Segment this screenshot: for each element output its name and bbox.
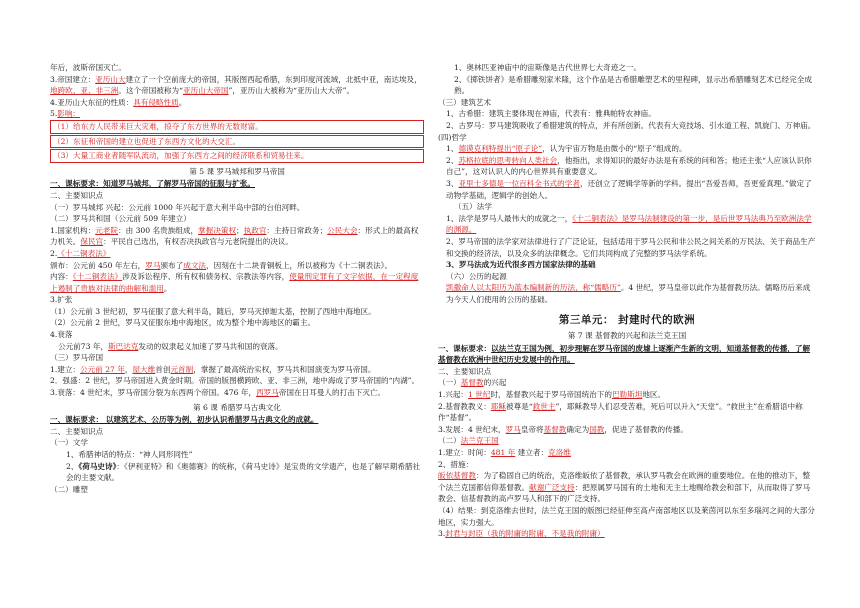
highlight-box: （3）大量工商业者随军队流动，加强了东西方之间的经济联系和贸易往来。 [50, 149, 424, 163]
text-line: 1.建立：时间：481 年 建立者：克洛维 [438, 448, 571, 457]
text-line: 1、希腊神话的特点：“神人同形同性” [66, 450, 193, 459]
text-line: 公元前73 年，斯巴达克发动的奴隶起义加速了罗马共和国的衰落。 [58, 341, 283, 351]
text-line: 2、《掷铁饼者》是希腊雕刻家米隆，这个作品是古希腊雕塑艺术的里程碑，显示出希腊雕刻艺术已经完全成熟。 [454, 74, 812, 96]
text-line: 2、罗马帝国的法学家对法律进行了广泛论证，包括适用于罗马公民和非公民之间关系的万民法、关于商品生产和交换的经济法，以及众多的法律概念。它们共同构成了完整的罗马法学系统。 [446, 236, 816, 258]
text-line: 凯撒命人以太阳历为蓝本编制新的历法，称“儒略历”。4 世纪，罗马皇帝以此作为基督教历法。儒略历后来成为今天人们使用的公历的基础。 [446, 283, 811, 304]
text-line: 3.帝国建立：亚历山大建立了一个空前庞大的帝国，其版图西起希腊，东到印度河流域，北抵中亚，南达埃及，地跨欧、亚、非三洲。这个帝国被称为“亚历山大帝国”，亚历山大被称为“亚历山大大帝”。 [50, 74, 422, 96]
text-line: 4.衰落 [50, 330, 73, 340]
text-line: 1、奥林匹亚神庙中的宙斯像是古代世界七大奇迹之一。 [454, 63, 642, 72]
text-line: 1.建立：公元前 27 年，屋大维首创元首制，掌握了最高统治实权，罗马共和国演变为罗马帝国。 [50, 364, 376, 374]
text-line: 1、古希腊：建筑主要体现在神庙，代表有：雅典帕特农神庙。 [446, 109, 656, 119]
lesson-title: 第 5 课 罗马城邦和罗马帝国 [189, 166, 285, 176]
text-line: （二）罗马共和国（公元前 509 年建立） [50, 214, 191, 224]
text-line: （一）罗马城邦 兴起：公元前 1000 年兴起于意大利半岛中部的台伯河畔。 [50, 202, 305, 212]
highlight-box: （2）东征和帝国的建立也促进了东西方文化的大交汇。 [50, 135, 424, 149]
text-line: 1、法学是罗马人最伟大的成就之一，《十二铜表法》是罗马法制建设的第一步，是后世罗马法典乃至欧洲法学的渊源。 [446, 213, 812, 235]
text-line: 2、措施： [438, 459, 474, 469]
text-line: 2、古罗马：罗马建筑吸收了希腊建筑的特点，并有所创新。代表有大竞技场、引水道工程、凯旋门、万神庙。 [446, 120, 816, 130]
text-line: 4.亚历山大东征的性质：具有侵略性质。 [50, 97, 187, 107]
text-line: 3.封君与封臣（我的附庸的附庸，不是我的附庸） [438, 529, 605, 539]
curriculum-requirement: 一、课标要求：知道罗马城邦，了解罗马帝国的征服与扩张。 [50, 179, 256, 189]
text-line: （六）公历的起源 [446, 271, 507, 281]
lesson-title: 第 7 课 基督教的兴起和法兰克王国 [567, 331, 687, 341]
text-line: 1.兴起：1 世纪时，基督教兴起于罗马帝国统治下的巴勒斯坦地区。 [438, 390, 666, 400]
text-line: （4）结果：到克洛维去世时，法兰克王国的版图已经征伸至高卢南部地区以及莱茵河以东至多瑙河之间的大部分地区，实力强大。 [438, 505, 815, 527]
text-line: 颁布：公元前 450 年左右，罗马颁布了成文法，因刻在十二块青铜板上，所以被称为《十二铜表法》。 [50, 260, 393, 270]
lesson-title: 第 6 课 希腊罗马古典文化 [192, 402, 281, 412]
text-line: 3.衰落：4 世纪末，罗马帝国分裂为东西两个帝国。476 年，西罗马帝国在日耳曼人的打击下灭亡。 [50, 388, 386, 398]
text-line: 3.发展：4 世纪末，罗马皇帝将基督教确定为国教，促进了基督教的传播。 [438, 424, 688, 434]
text-line: （五）法学 [454, 202, 492, 212]
text-line: 3、罗马法成为近代很多西方国家法律的基础 [446, 260, 596, 270]
text-line: 2.《十二铜表法》 [50, 248, 111, 258]
text-line: （一）文学 [50, 438, 88, 448]
text-line: 年后，波斯帝国灭亡。 [50, 63, 126, 72]
text-line: 5.影响： [50, 109, 81, 119]
text-line: （二）雕塑 [50, 484, 88, 494]
curriculum-requirement: 一、课标要求：以法兰克王国为例，初步理解在罗马帝国的废墟上逐渐产生新的文明，知道基督教的传播，了解基督教在欧洲中世纪历史发展中的作用。 [438, 343, 811, 365]
curriculum-requirement: 一、课标要求： 以建筑艺术、公历等为例，初步认识希腊罗马古典文化的成就。 [50, 415, 319, 425]
text-line: （1）公元前 3 世纪初，罗马征服了意大利半岛，随后，罗马灭掉迦太基，控制了西地中海地区。 [50, 306, 376, 316]
text-line: 1、德谟克利特提出“原子论”，认为宇宙万物是由微小的“原子”组成的。 [446, 144, 687, 154]
text-line: 内容：《十二铜表法》涉及诉讼程序、所有权和债务权、宗教法等内容，使量刑定罪有了文字依据，在一定程度上遏制了贵族对法律的曲解和滥用。 [50, 272, 419, 293]
section-heading: 二、主要知识点 [50, 190, 104, 200]
text-line: 2．强盛：2 世纪，罗马帝国进入黄金时期。帝国的版图横跨欧、亚、非三洲，地中海成了罗马帝国的“内湖”。 [50, 376, 420, 386]
left-column [50, 62, 424, 495]
text-line: （2）公元前 2 世纪，罗马又征服东地中海地区，成为整个地中海地区的霸主。 [50, 318, 316, 328]
text-line: （三）罗马帝国 [50, 353, 104, 363]
text-line: （二）法兰克王国 [438, 436, 499, 446]
text-line: （一）基督教的兴起 [438, 378, 507, 388]
section-heading: 二、主要知识点 [438, 366, 492, 376]
text-line: 2、苏格拉底的思考转向人类社会，他指出，求得知识的最好办法是有系统的问和答；他还主张“人应该认识你自己”，这对认识人的内心世界具有重要意义。 [446, 155, 812, 177]
text-line: 3、亚里士多德是一位百科全书式的学者，还创立了逻辑学等新的学科。提出“吾爱吾师，吾更爱真理。”做定了动物学基础，逻辑学的创始人。 [446, 178, 812, 200]
unit-title: 第三单元： 封建时代的欧洲 [558, 314, 696, 327]
right-column [438, 62, 816, 540]
text-line: 2.基督教教义：耶稣被尊是“救世主”，耶稣教导人们忍受苦难，死后可以升入“天堂”。“救世主”在希腊语中称作“基督”。 [438, 401, 803, 423]
text-line: 2、《荷马史诗》：《伊利亚特》和《奥德赛》的统称，《荷马史诗》是宝贵的文学遗产，也是了解早期希腊社会的主要文献。 [66, 461, 421, 483]
text-line: 皈依基督教：为了稳固自己的统治，克洛维皈依了基督教，承认罗马教会在欧洲的重要地位。在他的推动下，整个法兰克国都信仰基督教。献谢广泛支持：把原属罗马国有的土地和无主土地赐给教会和部下，从而取得了罗马教会、信基督教的高卢罗马人和部下的广泛支持。 [438, 471, 811, 504]
text-line: (四)哲学 [438, 132, 467, 142]
highlight-box: （1）给东方人民带来巨大灾难，掠夺了东方世界的无数财富。 [50, 120, 424, 134]
text-line: 3.扩张 [50, 295, 73, 305]
section-heading: 二、主要知识点 [50, 426, 104, 436]
text-line: 1.国家机构：元老院：由 300 名贵族组成，掌握决策权；执政官：主持日常政务；公民大会：形式上的最高权力机关。保民官：平民自己选出，有权否决执政官与元老院提出的决议。 [50, 225, 419, 247]
text-line: （三）建筑艺术 [438, 97, 492, 107]
